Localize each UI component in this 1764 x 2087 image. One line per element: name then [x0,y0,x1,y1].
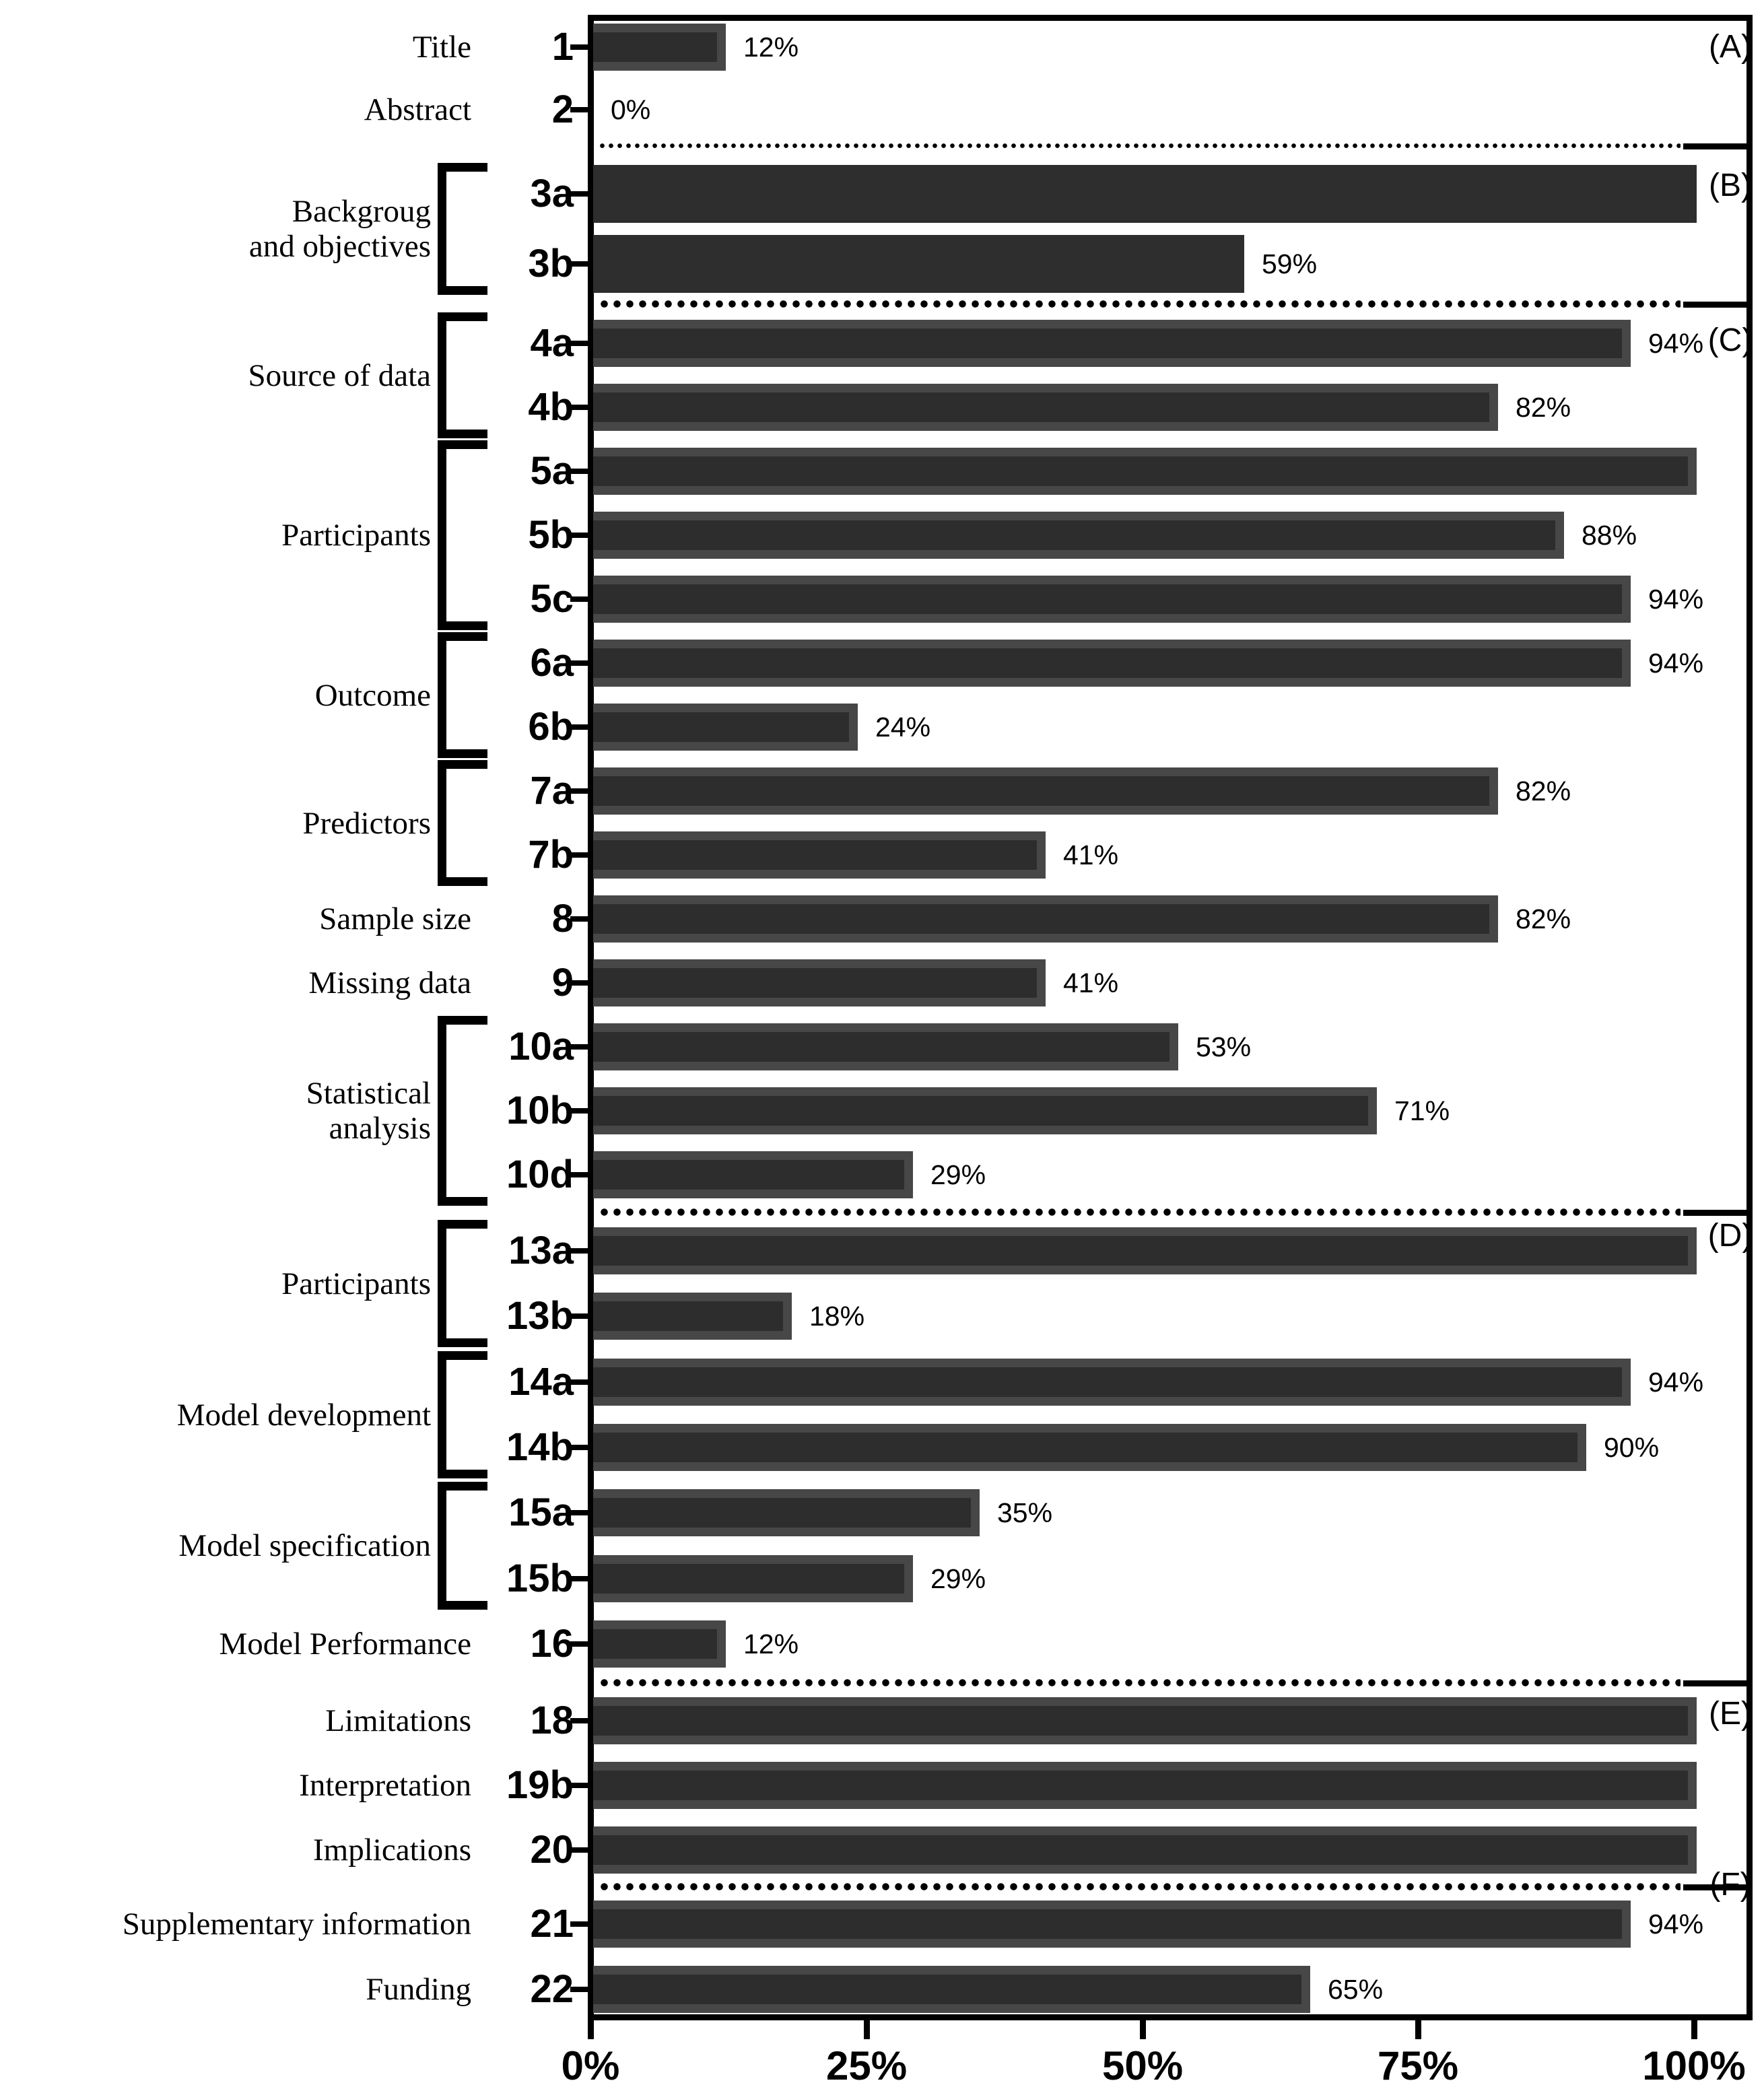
bar-fill-13a [593,1236,1688,1266]
category-label-missing-data-8: Missing data [308,965,471,1000]
bar-16 [593,1620,726,1668]
bracket-top-arm-5 [438,632,487,641]
bar-fill-15b [593,1564,904,1594]
pct-label-7a: 82% [1516,776,1571,807]
bar-3a [593,165,1697,223]
bar-fill-13b [593,1301,783,1331]
bar-item-number-9: 9 [551,961,574,1004]
bracket-5 [438,632,446,758]
bar-3b [593,235,1244,293]
bar-fill-21 [593,1909,1622,1939]
bar-item-number-3b: 3b [528,242,574,285]
pct-label-10a: 53% [1196,1031,1252,1062]
bar-fill-22 [593,1975,1301,2004]
x-axis-tick-0 [588,2020,594,2039]
category-label-model-performance-13: Model Performance [219,1627,471,1662]
bracket-top-arm-9 [438,1016,487,1025]
pct-label-5b: 88% [1582,520,1637,551]
bar-21 [593,1901,1631,1948]
bar-1 [593,24,726,71]
separator-end-segment-4 [1683,1680,1747,1686]
category-label-backgroug-2: Backgroug and objectives [248,194,431,264]
bracket-10 [438,1220,446,1347]
x-axis-tick-100 [1691,2020,1697,2039]
bracket-11 [438,1351,446,1478]
section-label-f: (F) [1709,1867,1751,1903]
bar-item-number-13b: 13b [506,1294,574,1338]
bar-item-number-18: 18 [530,1699,574,1742]
pct-label-1: 12% [743,32,799,63]
bar-item-number-6b: 6b [528,705,574,749]
bracket-top-arm-12 [438,1482,487,1491]
bar-fill-10d [593,1160,904,1190]
bracket-top-arm-6 [438,760,487,769]
bar-22 [593,1966,1310,2013]
category-label-outcome-5: Outcome [314,677,431,713]
bracket-bottom-arm-9 [438,1197,487,1206]
bar-4a [593,320,1631,367]
bar-10a [593,1023,1178,1070]
pct-label-15b: 29% [930,1563,986,1594]
bar-fill-20 [593,1835,1688,1865]
bar-15b [593,1555,913,1602]
x-axis-tick-75 [1415,2020,1421,2039]
bar-item-number-14a: 14a [508,1360,574,1404]
pct-label-14a: 94% [1648,1367,1704,1398]
bracket-bottom-arm-3 [438,430,487,438]
bracket-bottom-arm-5 [438,749,487,758]
separator-dotted-line-4 [598,1679,1681,1686]
section-label-c: (C) [1707,322,1753,358]
pct-label-15a: 35% [997,1497,1053,1528]
bracket-bottom-arm-11 [438,1470,487,1478]
bar-item-number-15b: 15b [506,1556,574,1600]
bracket-bottom-arm-12 [438,1601,487,1610]
bar-item-number-1: 1 [551,25,574,69]
bar-fill-14a [593,1367,1622,1397]
bar-fill-4b [593,392,1489,422]
bar-fill-10b [593,1096,1368,1126]
bracket-bottom-arm-2 [438,286,487,295]
pct-label-10d: 29% [930,1159,986,1190]
bar-fill-6a [593,648,1622,678]
bracket-top-arm-11 [438,1351,487,1360]
bracket-2 [438,163,446,295]
bar-20 [593,1826,1697,1874]
bar-item-number-21: 21 [530,1902,574,1946]
section-label-d: (D) [1707,1218,1753,1254]
category-label-limitations-14: Limitations [325,1703,471,1738]
bracket-12 [438,1482,446,1610]
bar-7b [593,831,1046,879]
bar-item-number-10d: 10d [506,1153,574,1196]
bar-fill-15a [593,1498,971,1528]
bar-fill-7b [593,840,1037,870]
bracket-bottom-arm-4 [438,621,487,630]
bar-item-number-4a: 4a [530,321,574,365]
x-axis-tick-label-25: 25% [825,2043,908,2087]
bracket-bottom-arm-10 [438,1338,487,1347]
pct-label-9: 41% [1063,967,1119,998]
bar-18 [593,1697,1697,1744]
bar-5b [593,512,1564,559]
bar-13a [593,1227,1697,1274]
pct-label-8: 82% [1516,903,1571,934]
bar-item-number-5b: 5b [528,513,574,557]
bar-item-number-6a: 6a [530,641,574,685]
bar-item-number-5c: 5c [530,577,574,621]
bar-fill-5c [593,584,1622,614]
bar-7a [593,767,1498,815]
bracket-top-arm-10 [438,1220,487,1229]
bracket-bottom-arm-6 [438,877,487,886]
category-label-model-specification-12: Model specification [178,1528,431,1563]
bar-item-number-20: 20 [530,1828,574,1872]
section-label-e: (E) [1709,1696,1752,1732]
bar-item-number-3a: 3a [530,172,574,215]
bar-15a [593,1489,980,1536]
bracket-3 [438,312,446,438]
category-label-statistical-9: Statistical analysis [306,1076,431,1146]
bar-fill-4a [593,329,1622,358]
bar-fill-19b [593,1771,1688,1800]
category-label-model-development-11: Model development [176,1397,431,1433]
bracket-top-arm-3 [438,312,487,321]
bar-8 [593,895,1498,943]
bar-item-number-4b: 4b [528,385,574,429]
x-axis-tick-label-50: 50% [1101,2043,1184,2087]
pct-label-10b: 71% [1394,1095,1450,1126]
bar-19b [593,1762,1697,1809]
bar-item-number-10b: 10b [506,1089,574,1132]
bar-fill-8 [593,904,1489,934]
category-label-funding-18: Funding [366,1972,471,2007]
x-axis-tick-label-75: 75% [1377,2043,1459,2087]
category-label-title-0: Title [412,30,471,65]
pct-label-14b: 90% [1604,1432,1660,1463]
category-label-abstract-1: Abstract [364,92,471,127]
section-label-b: (B) [1709,168,1752,203]
bar-item-number-7a: 7a [530,769,574,813]
separator-dotted-line-3 [598,1208,1681,1216]
bar-item-number-10a: 10a [508,1025,574,1068]
category-label-sample-size-7: Sample size [319,901,471,936]
separator-dotted-line-1 [598,143,1681,148]
bar-5a [593,448,1697,495]
category-label-participants-4: Participants [281,518,431,553]
category-label-source-of-data-3: Source of data [248,357,431,393]
pct-label-6a: 94% [1648,648,1704,679]
bar-10d [593,1151,913,1198]
bar-item-number-15a: 15a [508,1491,574,1534]
pct-label-16: 12% [743,1629,799,1660]
pct-label-3b: 59% [1262,248,1318,279]
bar-fill-7a [593,776,1489,806]
bracket-6 [438,760,446,886]
bar-10b [593,1087,1377,1134]
bar-item-number-16: 16 [530,1622,574,1666]
bar-5c [593,576,1631,623]
bracket-top-arm-2 [438,163,487,172]
separator-end-segment-1 [1683,143,1747,149]
bar-item-number-14b: 14b [506,1425,574,1469]
separator-end-segment-2 [1683,302,1747,308]
bar-14a [593,1359,1631,1406]
separator-dotted-line-2 [598,300,1681,308]
pct-label-21: 94% [1648,1909,1704,1940]
x-axis-tick-label-0: 0% [561,2043,620,2087]
bar-fill-5a [593,456,1688,486]
pct-label-7b: 41% [1063,840,1119,870]
bar-item-number-7b: 7b [528,833,574,877]
pct-label-22: 65% [1328,1974,1384,2005]
bar-item-number-13a: 13a [508,1229,574,1272]
bar-4b [593,384,1498,431]
category-label-supplementary-information-17: Supplementary information [122,1907,471,1942]
bar-fill-9 [593,968,1037,998]
section-label-a: (A) [1709,29,1752,65]
bar-fill-1 [593,32,717,62]
bar-item-number-2: 2 [551,88,574,131]
bar-fill-14b [593,1433,1578,1462]
category-label-participants-10: Participants [281,1266,431,1301]
pct-label-5c: 94% [1648,584,1704,615]
x-axis-tick-25 [864,2020,870,2039]
bar-6b [593,704,858,751]
bracket-top-arm-4 [438,440,487,449]
x-axis [588,2014,1753,2020]
bar-13b [593,1293,792,1340]
bar-fill-18 [593,1706,1688,1736]
bracket-9 [438,1016,446,1206]
bar-item-number-5a: 5a [530,449,574,493]
bar-item-number-8: 8 [551,897,574,940]
bar-9 [593,959,1046,1006]
separator-dotted-line-5 [598,1883,1681,1890]
bar-item-number-19b: 19b [506,1763,574,1807]
category-label-predictors-6: Predictors [302,805,431,841]
bar-item-number-22: 22 [530,1967,574,2011]
bar-fill-6b [593,712,849,742]
pct-label-4b: 82% [1516,392,1571,423]
category-label-implications-16: Implications [313,1833,471,1868]
bracket-4 [438,440,446,630]
category-label-interpretation-15: Interpretation [299,1768,471,1803]
bar-fill-10a [593,1032,1169,1062]
pct-label-2: 0% [611,94,651,125]
x-axis-tick-50 [1140,2020,1146,2039]
x-axis-tick-label-100: 100% [1642,2043,1746,2087]
pct-label-13b: 18% [809,1301,865,1332]
bar-fill-5b [593,520,1555,550]
pct-label-4a: 94% [1648,328,1704,359]
pct-label-6b: 24% [875,712,931,743]
bar-fill-16 [593,1629,717,1659]
bar-14b [593,1424,1586,1471]
bar-6a [593,640,1631,687]
plot-border-top [588,15,1753,21]
